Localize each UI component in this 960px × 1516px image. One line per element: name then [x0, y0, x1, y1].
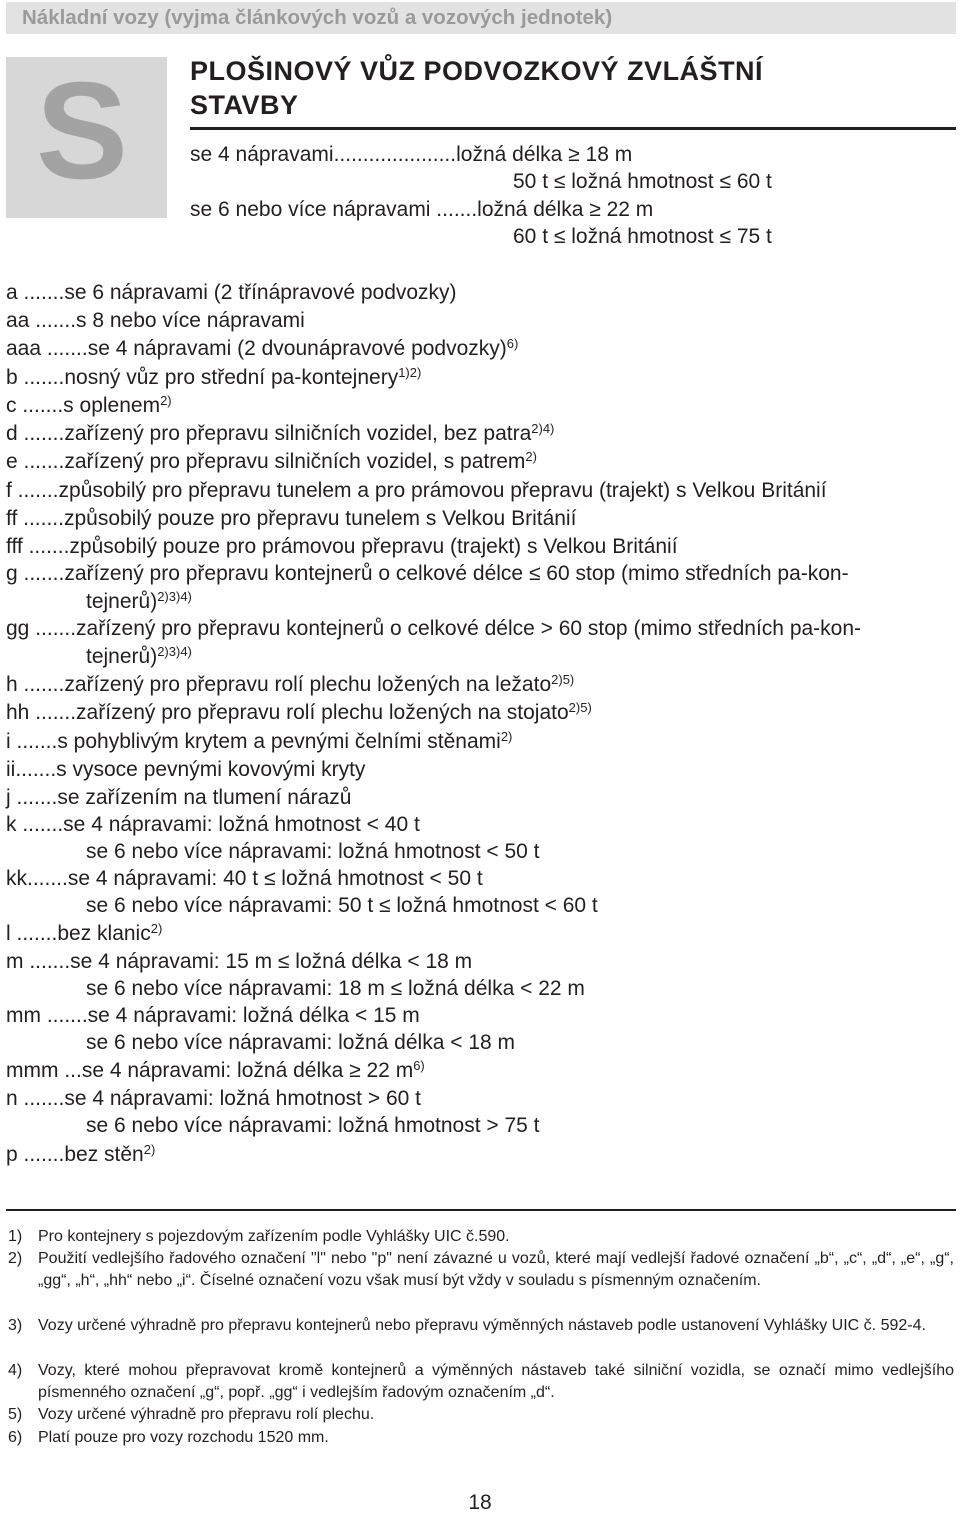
footnote-reference: 2)	[143, 1142, 156, 1157]
list-item-text: kk.......se 4 nápravami: 40 t ≤ ložná hmotnost < 50 t	[6, 867, 483, 890]
list-item	[6, 1057, 425, 1084]
list-item	[6, 448, 537, 475]
category-letter: S	[36, 54, 129, 208]
footnote-rule	[6, 1209, 956, 1211]
list-item	[6, 811, 420, 838]
list-item-text: hh .......zařízený pro přepravu rolí plechu ložených na stojato	[6, 701, 569, 724]
footnote	[8, 1315, 954, 1337]
list-item-text: k .......se 4 nápravami: ložná hmotnost < 40 t	[6, 813, 420, 836]
list-item	[86, 643, 192, 670]
list-item	[86, 1112, 540, 1139]
list-item-text: se 6 nebo více nápravami: ložná hmotnost < 50 t	[86, 840, 540, 863]
footnote	[8, 1360, 954, 1404]
footnote-reference: 2)3)4)	[157, 644, 192, 659]
page-title-line-1: PLOŠINOVÝ VŮZ PODVOZKOVÝ ZVLÁŠTNÍ	[190, 56, 764, 86]
list-item	[6, 1085, 421, 1112]
list-item	[6, 784, 352, 811]
spec-line: 60 t ≤ ložná hmotnost ≤ 75 t	[513, 225, 772, 248]
footnote-text: Použití vedlejšího řadového označení "l" nebo "p" není závazné u vozů, které mají vedlejší řadové označení „b“, „c“, „d“, „e“, „g“, „gg“, „h“, „hh“ nebo „i“. Číselné označení vozu však musí být vždy v souladu s písmenným označením.	[38, 1250, 954, 1289]
footnote-text: Vozy určené výhradně pro přepravu rolí plechu.	[38, 1406, 375, 1423]
spec-line: 50 t ≤ ložná hmotnost ≤ 60 t	[513, 170, 772, 193]
list-item-text: d .......zařízený pro přepravu silničních vozidel, bez patra	[6, 422, 532, 445]
list-item	[6, 392, 172, 419]
list-item	[6, 307, 305, 334]
list-item	[86, 588, 192, 615]
list-item-text: mm .......se 4 nápravami: ložná délka < 15 m	[6, 1004, 420, 1027]
list-item	[86, 838, 540, 865]
spec-line: se 4 nápravami.....................ložná délka ≥ 18 m	[190, 143, 633, 166]
footnote	[8, 1427, 954, 1449]
footnote-reference: 2)	[525, 449, 537, 464]
list-item	[6, 533, 678, 560]
list-item-text: se 6 nebo více nápravami: ložná délka < 18 m	[86, 1031, 516, 1054]
page-title-line-2: STAVBY	[190, 90, 299, 120]
footnote-number: 3)	[8, 1317, 23, 1334]
list-item	[86, 975, 585, 1002]
footnote-reference: 2)5)	[551, 672, 575, 687]
footnote-reference: 2)	[500, 729, 513, 744]
list-item	[6, 948, 472, 975]
footnote-reference: 6)	[506, 336, 519, 351]
list-item	[6, 1002, 420, 1029]
list-item-text: aaa .......se 4 nápravami (2 dvounápravové podvozky)	[6, 337, 507, 360]
list-item-text: mmm ...se 4 nápravami: ložná délka ≥ 22 m	[6, 1059, 414, 1082]
title-rule	[190, 127, 956, 130]
list-item-text: m .......se 4 nápravami: 15 m ≤ ložná délka < 18 m	[6, 950, 473, 973]
list-item-text: e .......zařízený pro přepravu silničních vozidel, s patrem	[6, 450, 526, 473]
list-item-text: b .......nosný vůz pro střední pa-kontejnery	[6, 366, 399, 389]
footnote-reference: 2)4)	[531, 421, 555, 436]
list-item-text: ii.......s vysoce pevnými kovovými kryty	[6, 758, 366, 781]
list-item-text: se 6 nebo více nápravami: 50 t ≤ ložná hmotnost < 60 t	[86, 894, 598, 917]
list-item	[6, 920, 162, 947]
list-item-text: se 6 nebo více nápravami: ložná hmotnost > 75 t	[86, 1114, 540, 1137]
list-item-text: g .......zařízený pro přepravu kontejnerů o celkové délce ≤ 60 stop (mimo středních pa-kon-	[6, 562, 849, 585]
list-item-text: c .......s oplenem	[6, 394, 161, 417]
list-item-text: a .......se 6 nápravami (2 třínápravové podvozky)	[6, 281, 457, 304]
list-item-text: fff .......způsobilý pouze pro prámovou přepravu (trajekt) s Velkou Británií	[6, 535, 678, 558]
page-number: 18	[468, 1491, 492, 1514]
list-item-text: j .......se zařízením na tlumení nárazů	[6, 786, 352, 809]
list-item	[86, 1029, 515, 1056]
section-header-title: Nákladní vozy (vyjma článkových vozů a vozových jednotek)	[22, 6, 613, 29]
list-item	[6, 728, 512, 755]
list-item-text: n .......se 4 nápravami: ložná hmotnost > 60 t	[6, 1087, 421, 1110]
list-item-text: tejnerů)	[86, 645, 158, 668]
list-item-text: aa .......s 8 nebo více nápravami	[6, 309, 305, 332]
list-item-text: h .......zařízený pro přepravu rolí plechu ložených na ležato	[6, 673, 552, 696]
list-item-text: se 6 nebo více nápravami: 18 m ≤ ložná délka < 22 m	[86, 977, 585, 1000]
page-title	[190, 54, 763, 122]
footnote-number: 2)	[8, 1250, 23, 1267]
list-item	[6, 1141, 155, 1168]
footnote-reference: 2)	[160, 393, 172, 408]
list-item-text: tejnerů)	[86, 590, 158, 613]
list-item	[6, 865, 483, 892]
list-item	[6, 279, 457, 306]
footnote-text: Vozy, které mohou přepravovat kromě kontejnerů a výměnných nástaveb také silniční vozidla, se označí mimo vedlejšího písmenného označení „g“, popř. „gg“ i vedlejším řadovým označením „d“.	[38, 1362, 954, 1401]
list-item	[6, 505, 576, 532]
list-item	[6, 335, 518, 362]
list-item-text: i .......s pohyblivým krytem a pevnými čelními stěnami	[6, 730, 501, 753]
list-item-text: f .......způsobilý pro přepravu tunelem a pro prámovou přepravu (trajekt) s Velkou Británií	[6, 479, 827, 502]
list-item-text: p .......bez stěn	[6, 1143, 144, 1166]
list-item	[6, 420, 554, 447]
footnote	[8, 1404, 954, 1426]
footnote-number: 6)	[8, 1429, 23, 1446]
list-item	[6, 756, 365, 783]
footnote-reference: 2)3)4)	[157, 589, 192, 604]
list-item-text: ff .......způsobilý pouze pro přepravu tunelem s Velkou Británií	[6, 507, 577, 530]
footnote	[8, 1248, 954, 1292]
footnote-number: 1)	[8, 1228, 23, 1245]
footnote-text: Pro kontejnery s pojezdovým zařízením podle Vyhlášky UIC č.590.	[38, 1228, 510, 1245]
footnote-number: 4)	[8, 1362, 23, 1379]
footnote-reference: 2)	[150, 921, 163, 936]
list-item	[6, 699, 592, 726]
footnote-reference: 6)	[413, 1058, 425, 1073]
list-item	[6, 560, 849, 587]
list-item-text: gg .......zařízený pro přepravu kontejnerů o celkové délce > 60 stop (mimo středních pa-kon-	[6, 617, 862, 640]
footnote-reference: 2)5)	[568, 700, 592, 715]
list-item-text: l .......bez klanic	[6, 922, 151, 945]
spec-line: se 6 nebo více nápravami .......ložná délka ≥ 22 m	[190, 198, 654, 221]
list-item	[6, 671, 574, 698]
footnote-text: Platí pouze pro vozy rozchodu 1520 mm.	[38, 1429, 329, 1446]
list-item	[86, 892, 598, 919]
list-item	[6, 477, 827, 504]
list-item	[6, 364, 421, 391]
footnote-text: Vozy určené výhradně pro přepravu kontejnerů nebo přepravu výměnných nástaveb podle ustanovení Vyhlášky UIC č. 592-4.	[38, 1317, 926, 1334]
list-item	[6, 615, 861, 642]
footnote	[8, 1226, 954, 1248]
footnote-number: 5)	[8, 1406, 23, 1423]
footnote-reference: 1)2)	[398, 365, 422, 380]
